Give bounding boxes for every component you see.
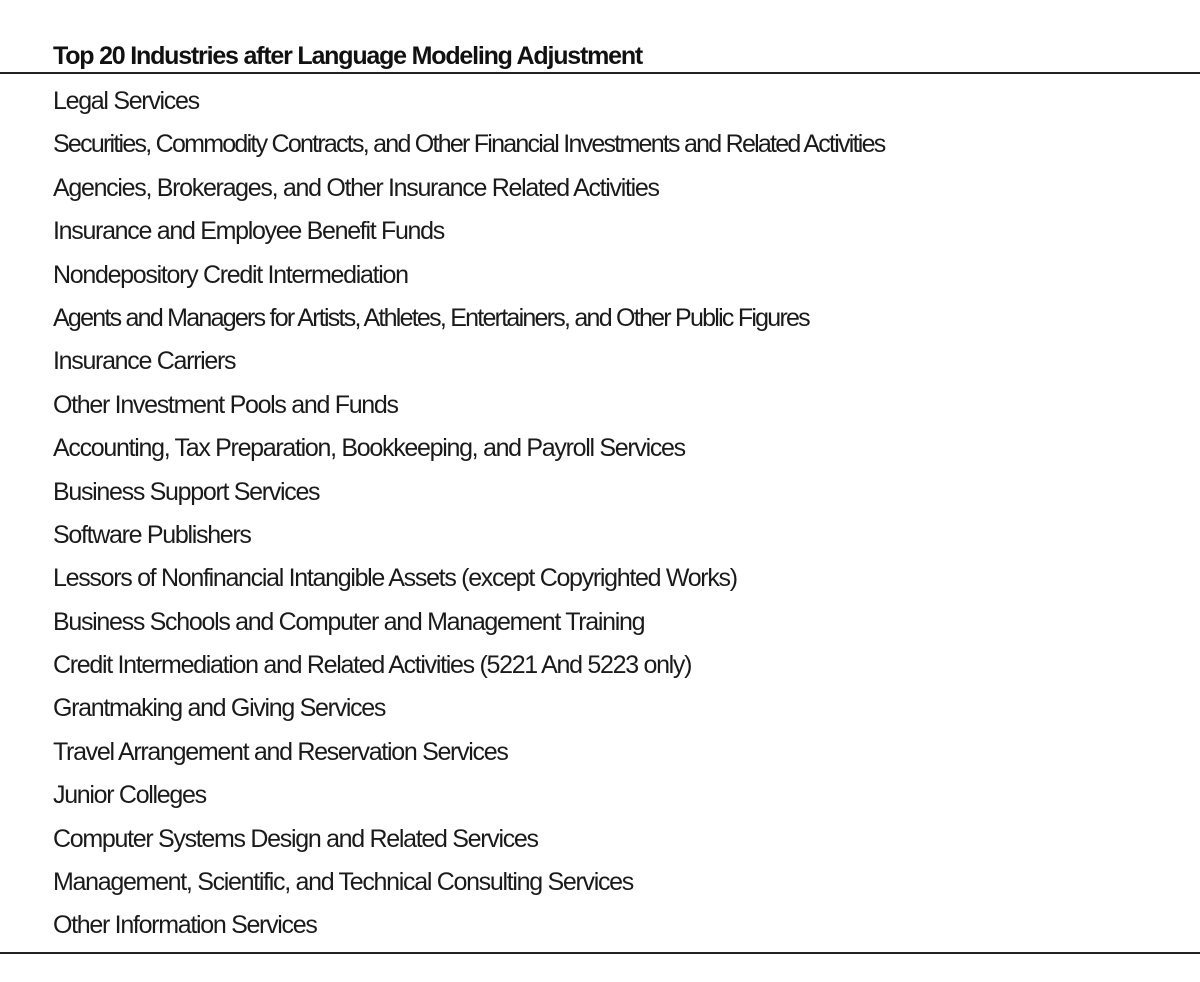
table-title: Top 20 Industries after Language Modeling Adjustment [53, 42, 643, 70]
table-row: Software Publishers [53, 520, 251, 549]
table-row: Management, Scientific, and Technical Consulting Services [53, 868, 633, 897]
table-row: Accounting, Tax Preparation, Bookkeeping, and Payroll Services [53, 434, 685, 463]
table-row: Computer Systems Design and Related Services [53, 824, 538, 853]
industries-table [0, 40, 1200, 954]
table-row: Junior Colleges [53, 781, 206, 810]
table-row: Legal Services [53, 87, 199, 115]
table-header [0, 40, 1200, 74]
table-row: Insurance Carriers [53, 347, 236, 376]
table-row: Travel Arrangement and Reservation Services [53, 737, 508, 766]
table-row: Credit Intermediation and Related Activities (5221 And 5223 only) [53, 651, 692, 680]
table-row: Other Information Services [53, 911, 317, 940]
table-body [0, 74, 1200, 954]
table-row: Other Investment Pools and Funds [53, 390, 398, 419]
table-row: Grantmaking and Giving Services [53, 694, 386, 723]
table-row: Lessors of Nonfinancial Intangible Assets (except Copyrighted Works) [53, 564, 737, 593]
table-row: Business Schools and Computer and Management Training [53, 607, 645, 636]
table-row: Agents and Managers for Artists, Athletes, Entertainers, and Other Public Figures [53, 303, 809, 332]
table-row: Business Support Services [53, 477, 320, 506]
table-row: Insurance and Employee Benefit Funds [53, 217, 444, 246]
table-row: Securities, Commodity Contracts, and Other Financial Investments and Related Activities [53, 130, 885, 159]
table-row: Agencies, Brokerages, and Other Insurance Related Activities [53, 173, 659, 202]
table-row: Nondepository Credit Intermediation [53, 260, 408, 289]
